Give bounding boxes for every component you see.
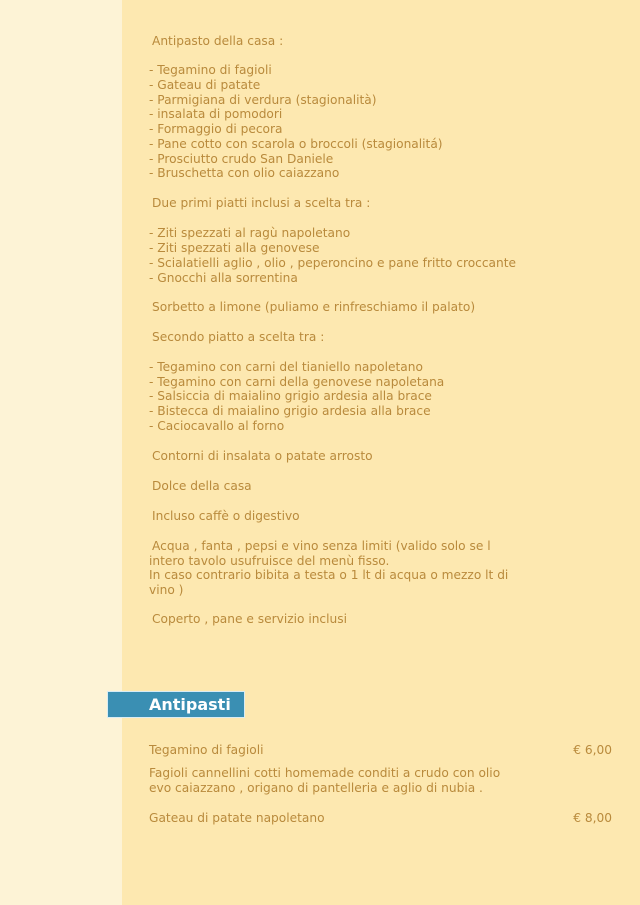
dish-name: Gateau di patate napoletano [149,811,325,825]
primi-item: - Gnocchi alla sorrentina [149,271,298,285]
dish-name: Tegamino di fagioli [149,743,264,757]
bevande-line: intero tavolo usufruisce del menù fisso. [149,554,390,568]
secondo-item: - Tegamino con carni della genovese napoletana [149,375,445,389]
antipasto-item: - insalata di pomodori [149,107,283,121]
antipasto-item: - Prosciutto crudo San Daniele [149,152,334,166]
contorni-line: Contorni di insalata o patate arrosto [152,449,373,463]
primi-item: - Ziti spezzati alla genovese [149,241,320,255]
antipasto-item: - Tegamino di fagioli [149,63,272,77]
antipasto-item: - Parmigiana di verdura (stagionalità) [149,93,377,107]
left-margin-strip [0,0,122,905]
caffe-line: Incluso caffè o digestivo [152,509,300,523]
antipasto-item: - Formaggio di pecora [149,122,283,136]
coperto-line: Coperto , pane e servizio inclusi [152,612,347,626]
secondo-title: Secondo piatto a scelta tra : [152,330,325,344]
bevande-line: Acqua , fanta , pepsi e vino senza limiti (valido solo se l [152,539,491,553]
antipasti-section-header [107,691,245,718]
secondo-item: - Tegamino con carni del tianiello napoletano [149,360,423,374]
bevande-line: vino ) [149,583,184,597]
dolce-line: Dolce della casa [152,479,252,493]
secondo-item: - Caciocavallo al forno [149,419,285,433]
antipasto-item: - Gateau di patate [149,78,261,92]
dish-price: € 8,00 [573,811,612,825]
secondo-item: - Salsiccia di maialino grigio ardesia alla brace [149,389,432,403]
sorbetto-line: Sorbetto a limone (puliamo e rinfreschiamo il palato) [152,300,476,314]
dish-description: evo caiazzano , origano di pantelleria e aglio di nubia . [149,781,483,795]
antipasto-title: Antipasto della casa : [152,34,284,48]
antipasto-item: - Bruschetta con olio caiazzano [149,166,340,180]
bevande-line: In caso contrario bibita a testa o 1 lt di acqua o mezzo lt di [149,568,509,582]
antipasto-item: - Pane cotto con scarola o broccoli (stagionalitá) [149,137,443,151]
section-title: Antipasti [149,695,231,714]
primi-item: - Ziti spezzati al ragù napoletano [149,226,351,240]
dish-description: Fagioli cannellini cotti homemade conditi a crudo con olio [149,766,501,780]
primi-item: - Scialatielli aglio , olio , peperoncino e pane fritto croccante [149,256,517,270]
primi-title: Due primi piatti inclusi a scelta tra : [152,196,371,210]
secondo-item: - Bistecca di maialino grigio ardesia alla brace [149,404,431,418]
dish-price: € 6,00 [573,743,612,757]
